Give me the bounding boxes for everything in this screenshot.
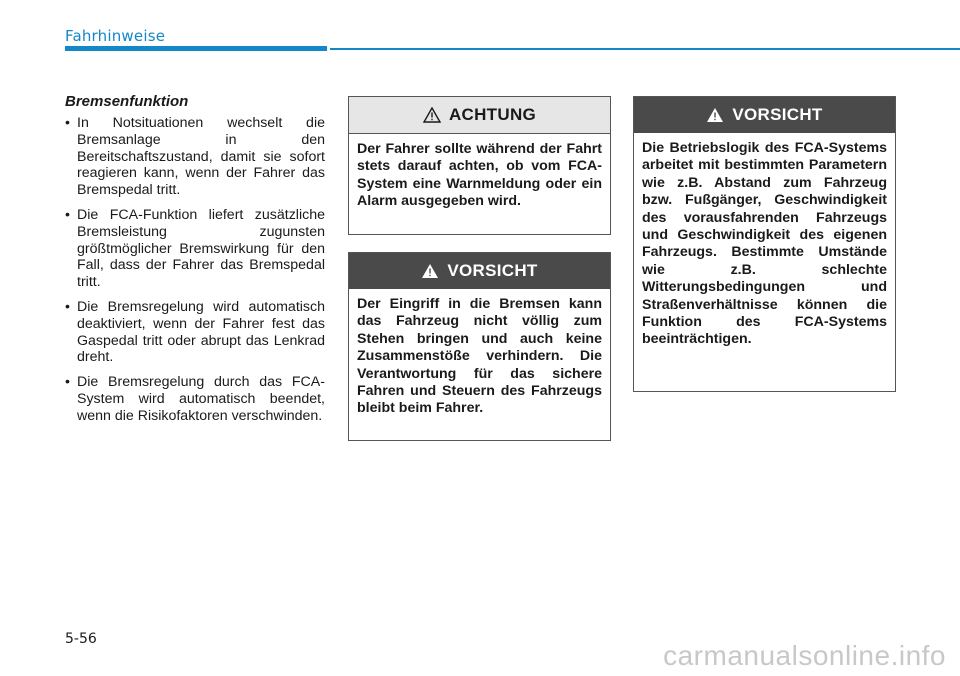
vorsicht-text-right: Die Betriebslogik des FCA-Systems arbeitet mit bestimmten Parametern wie z.B. Abstand zum Fahrzeug bzw. Fußgänger, Geschwindigkeit des vorausfahrenden Fahrzeugs und Geschwindigkeit des eigenen Fahrzeugs. Bestimmte Umstände wie z.B. schlechte Witterungsbedingungen und Straßenverhältnisse können die Funktion des FCA-Systems beeinträchtigen. bbox=[642, 140, 887, 348]
header-rule-thick bbox=[65, 46, 327, 51]
vorsicht-header-right bbox=[634, 97, 895, 133]
warning-triangle-filled-icon bbox=[421, 263, 439, 279]
list-item: • Die FCA-Funktion liefert zusätzliche Bremsleistung zugunsten größtmöglicher Bremswirkung für den Fall, dass der Fahrer das Bremspedal tritt. bbox=[65, 207, 325, 291]
subheading: Bremsenfunktion bbox=[65, 93, 189, 110]
achtung-text: Der Fahrer sollte während der Fahrt stets darauf achten, ob vom FCA-System eine Warnmeldung oder ein Alarm ausgegeben wird. bbox=[357, 141, 602, 210]
vorsicht-box-middle bbox=[348, 252, 611, 441]
list-item: • Die Bremsregelung wird automatisch deaktiviert, wenn der Fahrer fest das Gaspedal tritt oder abrupt das Lenkrad dreht. bbox=[65, 299, 325, 366]
achtung-title: ACHTUNG bbox=[448, 105, 537, 124]
vorsicht-text-middle: Der Eingriff in die Bremsen kann das Fahrzeug nicht völlig zum Stehen bringen und auch keine Zusammenstöße verhindern. Die Verantwortung für das sichere Fahren und Steuern des Fahrzeugs bleibt beim Fahrer. bbox=[357, 296, 602, 417]
achtung-header bbox=[349, 97, 610, 134]
warning-triangle-outline-icon bbox=[423, 107, 441, 123]
bullet-list bbox=[65, 115, 325, 425]
vorsicht-title-middle: VORSICHT bbox=[447, 261, 538, 280]
list-item: • Die Bremsregelung durch das FCA-System wird automatisch beendet, wenn die Risikofaktoren verschwinden. bbox=[65, 374, 325, 424]
vorsicht-header-middle bbox=[349, 253, 610, 289]
section-title: Fahrhinweise bbox=[65, 27, 166, 45]
list-item: • In Notsituationen wechselt die Bremsanlage in den Bereitschaftszustand, damit sie sofort reagieren kann, wenn der Fahrer das Bremspedal tritt. bbox=[65, 115, 325, 199]
page-number: 5-56 bbox=[65, 631, 97, 647]
vorsicht-box-right bbox=[633, 96, 896, 392]
vorsicht-title-right: VORSICHT bbox=[732, 105, 823, 124]
watermark: carmanualsonline.info bbox=[663, 640, 946, 671]
achtung-box bbox=[348, 96, 611, 235]
header-rule-thin bbox=[330, 48, 960, 50]
warning-triangle-filled-icon bbox=[706, 107, 724, 123]
left-column bbox=[65, 93, 325, 433]
